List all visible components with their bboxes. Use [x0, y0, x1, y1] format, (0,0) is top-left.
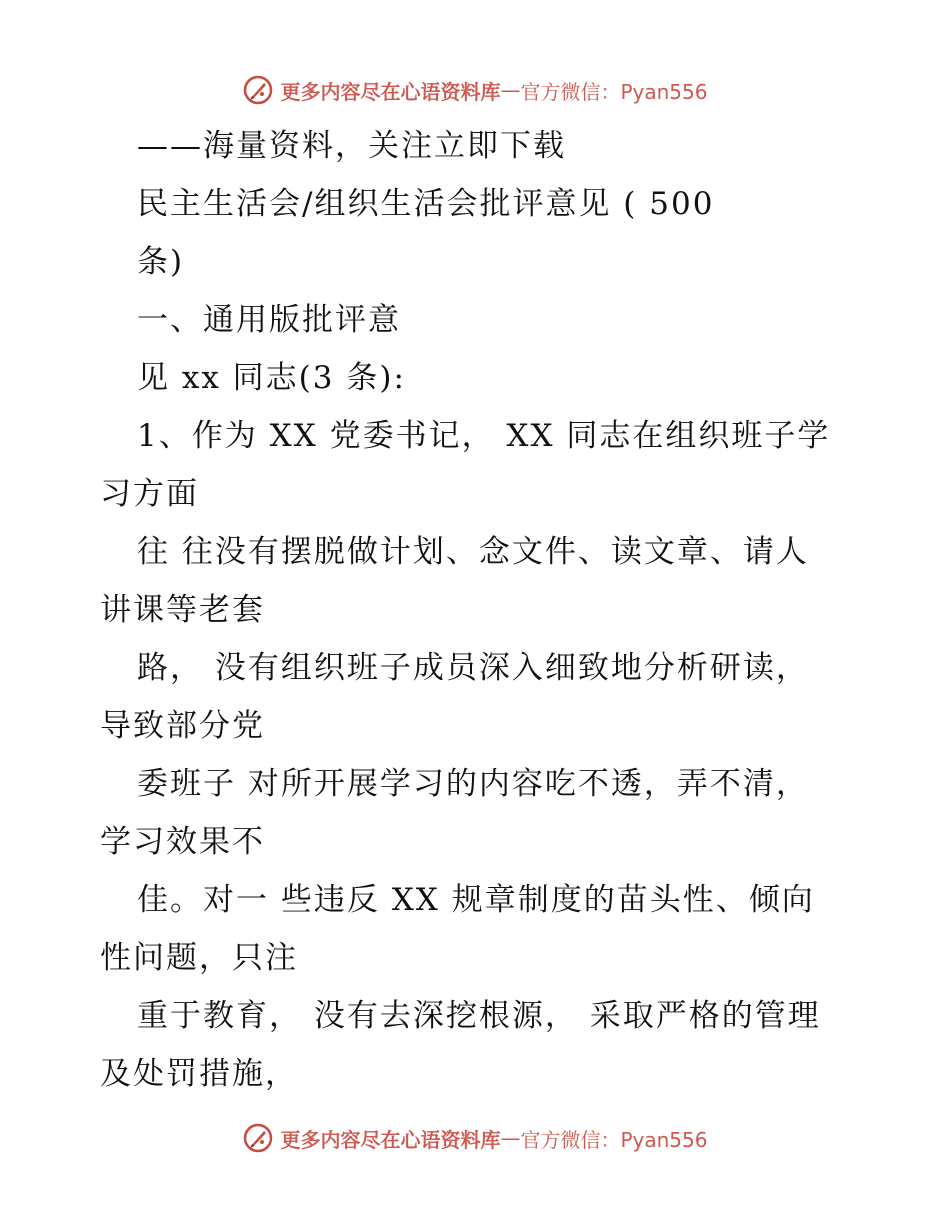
footer-banner-text: 更多内容尽在心语资料库: [280, 1127, 501, 1152]
text-line-15: 性问题，只注: [100, 940, 298, 976]
text-line-8: 往 往没有摆脱做计划、念文件、读文章、请人: [137, 534, 809, 570]
text-line-9: 讲课等老套: [100, 592, 265, 628]
text-line-4: 一、通用版批评意: [137, 302, 401, 338]
footer-banner-separator: —: [500, 1126, 521, 1150]
text-line-1: ——海量资料，关注立即下载: [137, 128, 566, 164]
footer-banner-wechat: 官方微信：Pyan556: [520, 1127, 708, 1152]
footer-banner: [0, 1118, 950, 1158]
quill-logo-icon: [242, 74, 274, 106]
text-line-13: 学习效果不: [100, 824, 265, 860]
text-line-3: 条): [137, 244, 185, 280]
header-banner-wechat: 官方微信：Pyan556: [520, 79, 708, 104]
text-line-17: 及处罚措施，: [100, 1056, 298, 1092]
header-banner-separator: —: [500, 78, 521, 102]
text-line-6: 1、作为 XX 党委书记， XX 同志在组织班子学: [137, 418, 831, 454]
text-line-12: 委班子 对所开展学习的内容吃不透，弄不清，: [137, 766, 809, 802]
header-banner-text: 更多内容尽在心语资料库: [280, 79, 501, 104]
text-line-7: 习方面: [100, 476, 199, 512]
text-line-5: 见 xx 同志(3 条):: [137, 360, 406, 396]
text-line-10: 路， 没有组织班子成员深入细致地分析研读，: [137, 650, 809, 686]
text-line-11: 导致部分党: [100, 708, 265, 744]
quill-logo-icon: [242, 1122, 274, 1154]
header-banner: [0, 70, 950, 110]
text-line-16: 重于教育， 没有去深挖根源， 采取严格的管理: [137, 998, 821, 1034]
text-line-14: 佳。对一 些违反 XX 规章制度的苗头性、倾向: [137, 882, 815, 918]
text-line-2: 民主生活会/组织生活会批评意见 ( 500: [137, 186, 715, 222]
